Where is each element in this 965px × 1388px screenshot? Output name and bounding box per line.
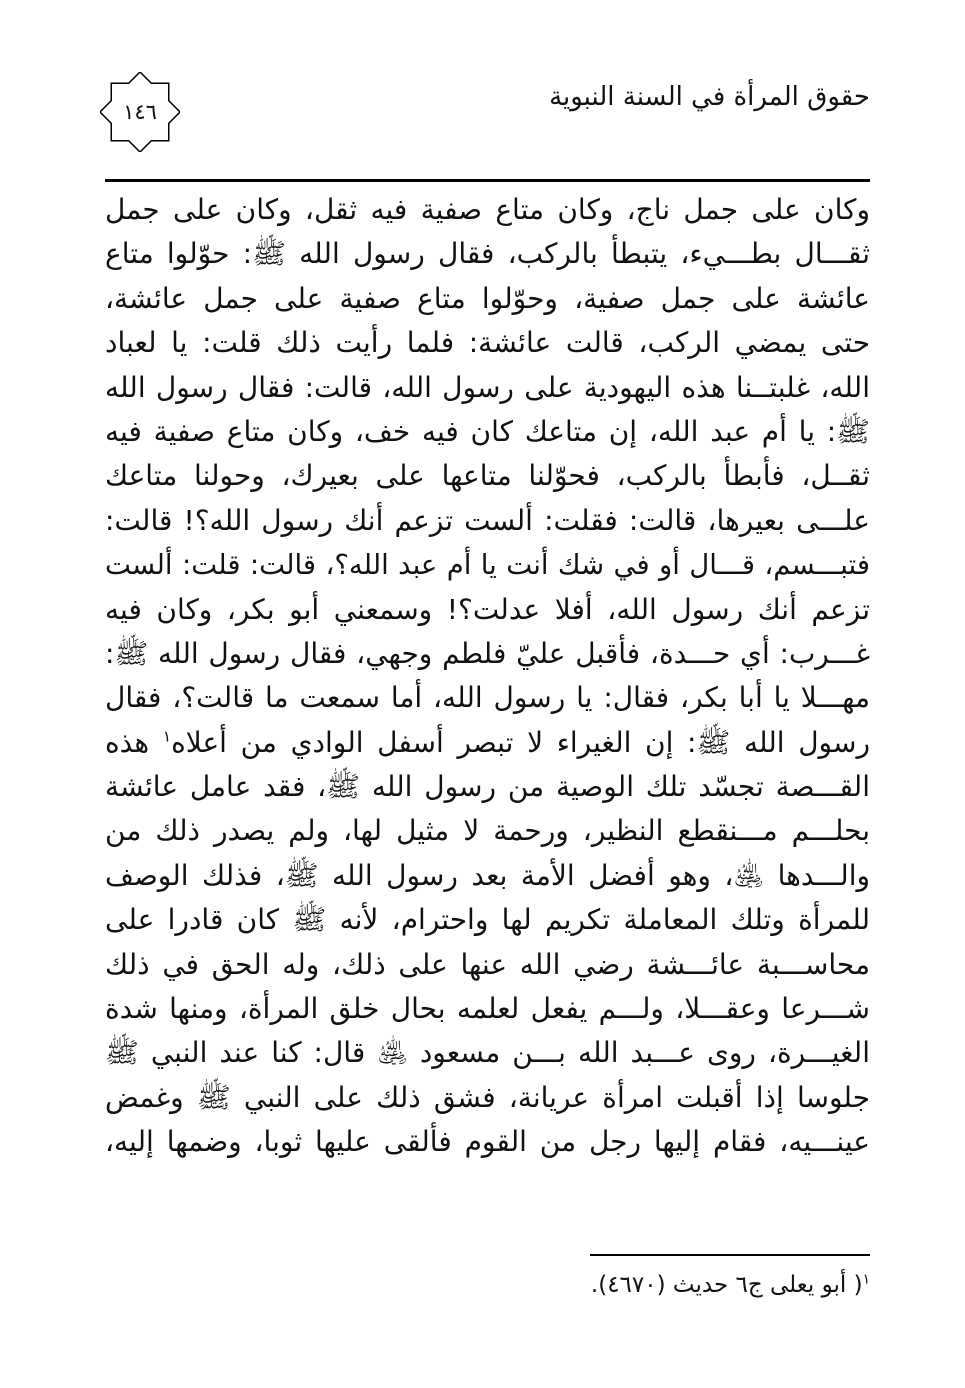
body-text <box>105 188 870 1165</box>
footnote-reference: ١ <box>162 727 172 746</box>
footnote-paren: ) <box>853 1272 863 1298</box>
text-line: وكان على جمل ناج، وكان متاع صفية فيه ثقل، وكان على جمل <box>105 193 870 226</box>
text-line: للمرأة وتلك المعاملة تكريم لها واحترام، لأنه ﷺ كان قادرا على <box>105 903 870 937</box>
text-line: شـــرعا وعقـــلا، ولـــم يفعل لعلمه بحال خلق المرأة، ومنها شدة <box>105 992 870 1026</box>
text-line: ثقـــال بطـــيء، يتبطأ بالركب، فقال رسول الله ﷺ: حوّلوا متاع <box>105 237 870 271</box>
text-line-segment: رسول الله ﷺ: إن الغيراء لا تبصر أسفل الوادي من أعلاه <box>171 725 870 759</box>
text-line: القـــصة تجسّد تلك الوصية من رسول الله ﷺ، فقد عامل عائشة <box>105 770 870 804</box>
text-line: ثقــل، فأبطأ بالركب، فحوّلنا متاعها على بعيرك، وحولنا متاعك <box>105 459 870 493</box>
footnote-rule <box>590 1254 870 1256</box>
page-number: ١٤٦ <box>123 100 157 124</box>
text-line: غـــرب: أي حـــدة، فأقبل عليّ فلطم وجهي، فقال رسول الله ﷺ: <box>105 636 870 670</box>
text-line: علـــى بعيرها، قالت: فقلت: ألست تزعم أنك رسول الله؟! قالت: <box>105 503 870 537</box>
text-line-segment: هذه <box>105 725 150 759</box>
text-line: بحلـــم مـــنقطع النظير، ورحمة لا مثيل لها، ولم يصدر ذلك من <box>105 814 870 848</box>
text-line: فتبـــسم، قـــال أو في شك أنت يا أم عبد الله؟، قالت: قلت: ألست <box>105 549 870 582</box>
text-line: الله، غلبتــنا هذه اليهودية على رسول الله، قالت: فقال رسول الله <box>105 370 870 404</box>
text-line-with-footnote-ref <box>105 721 870 765</box>
text-line: عائشة على جمل صفية، وحوّلوا متاع صفية على جمل عائشة، <box>105 281 870 315</box>
footnote-text: أبو يعلى ج٦ حديث (٤٦٧٠). <box>590 1272 847 1298</box>
text-line: جلوسا إذا أقبلت امرأة عريانة، فشق ذلك على النبي ﷺ وغمض <box>105 1080 870 1114</box>
text-line: حتى يمضي الركب، قالت عائشة: فلما رأيت ذلك قلت: يا لعباد <box>105 326 870 360</box>
text-line: تزعم أنك رسول الله، أفلا عدلت؟! وسمعني أبو بكر، وكان فيه <box>105 592 870 626</box>
running-title: حقوق المرأة في السنة النبوية <box>549 82 870 112</box>
text-line: محاســـبة عائـــشة رضي الله عنها على ذلك، وله الحق في ذلك <box>105 947 870 981</box>
footnote <box>591 1272 870 1298</box>
footnote-marker: ١ <box>862 1271 870 1288</box>
page-number-star <box>100 72 180 152</box>
text-line: الغيـــرة، روى عـــبد الله بـــن مسعود ﵁ قال: كنا عند النبي ﷺ <box>105 1036 870 1070</box>
text-line: ﷺ: يا أم عبد الله، إن متاعك كان فيه خف، وكان متاع صفية فيه <box>105 414 870 448</box>
text-line: مهـــلا يا أبا بكر، فقال: يا رسول الله، أما سمعت ما قالت؟، فقال <box>105 681 870 715</box>
header-rule <box>105 179 870 182</box>
text-line: والـــدها ﵁، وهو أفضل الأمة بعد رسول الله ﷺ، فذلك الوصف <box>105 858 870 892</box>
text-line: عينـــيه، فقام إليها رجل من القوم فألقى عليها ثوبا، وضمها إليه، <box>105 1125 870 1159</box>
